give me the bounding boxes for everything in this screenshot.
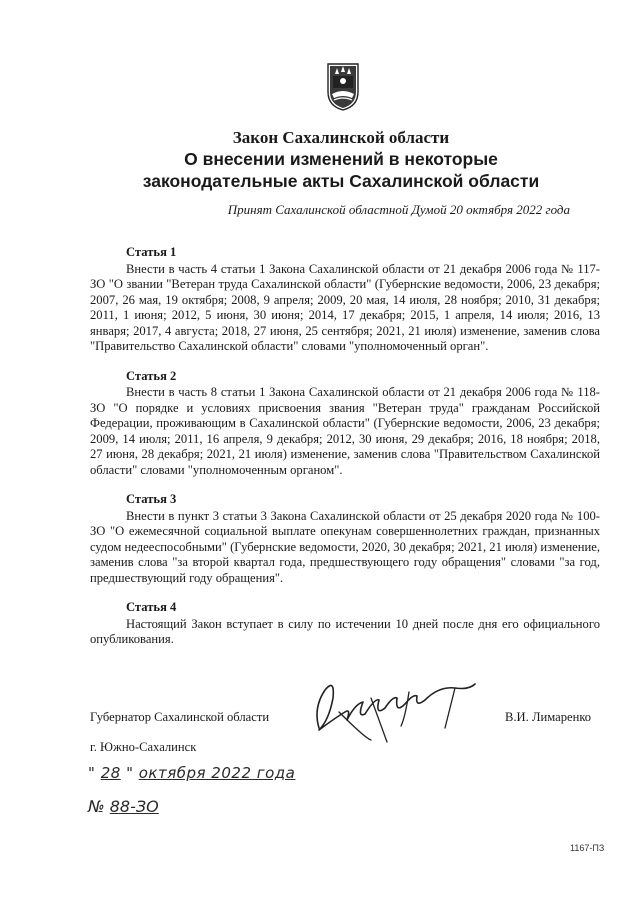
- article-title: Статья 1: [126, 245, 177, 259]
- date-close-quote: ": [126, 764, 134, 782]
- date-month-year: октября 2022 года: [138, 764, 296, 782]
- article-title: Статья 4: [126, 600, 177, 614]
- number-value: 88-ЗО: [109, 797, 159, 816]
- law-number: [88, 797, 159, 816]
- signatory-title: Губернатор Сахалинской области: [90, 710, 270, 724]
- handwritten-date: [88, 764, 295, 782]
- coat-of-arms-emblem: [326, 62, 360, 112]
- article-text: Внести в часть 4 статьи 1 Закона Сахалинской области от 21 декабря 2006 года № 117-ЗО "О звании "Ветеран труда Сахалинской области" (Губернские ведомости, 2006, 23 декабря; 2007, 26 мая, 19 октября; 2008, 9 апреля; 2009, 20 мая, 14 июля, 28 ноября; 2010, 31 декабря; 2011, 1 июня; 2012, 5 июня, 30 июня; 2014, 17 декабря; 2015, 1 апреля, 14 июля; 2016, 13 января; 2017, 4 августа; 2018, 27 июня, 25 сентября; 2021, 21 июля) изменение, заменив слова "Правительство Сахалинской области" словами "уполномоченный орган".: [90, 261, 600, 353]
- article-title: Статья 2: [126, 368, 177, 383]
- law-subtitle-line2: законодательные акты Сахалинской области: [142, 171, 540, 191]
- city-line: г. Южно-Сахалинск: [90, 740, 197, 754]
- law-title: Закон Сахалинской области: [232, 128, 450, 147]
- document-code: 1167-ПЗ: [570, 843, 605, 853]
- article-text: Настоящий Закон вступает в силу по истечении 10 дней после дня его официального опубликования.: [90, 616, 600, 646]
- article-4: [90, 600, 600, 648]
- article-2: [90, 369, 600, 479]
- article-3: [90, 492, 600, 586]
- adoption-note: Принят Сахалинской областной Думой 20 октября 2022 года: [227, 202, 570, 217]
- signatory-name: В.И. Лимаренко: [505, 710, 592, 724]
- date-day: 28: [100, 764, 121, 782]
- articles-section: [90, 245, 600, 662]
- number-sign: №: [88, 797, 105, 816]
- title-block: [0, 124, 634, 192]
- law-subtitle-line1: О внесении изменений в некоторые: [184, 149, 498, 169]
- article-text: Внести в пункт 3 статьи 3 Закона Сахалинской области от 25 декабря 2020 года № 100-ЗО "О ежемесячной социальной выплате опекунам совершеннолетних граждан, признанных судом недееспособными" (Губернские ведомости, 2020, 30 декабря; 2021, 21 июля) изменение, заменив слова "за второй квартал года, предшествующего году обращения" словами "за год, предшествующий году обращения".: [90, 508, 600, 585]
- handwritten-signature: [305, 668, 485, 748]
- article-title: Статья 3: [126, 492, 177, 506]
- date-open-quote: ": [88, 764, 96, 782]
- article-1: [90, 245, 600, 355]
- article-text: Внести в часть 8 статьи 1 Закона Сахалинской области от 21 декабря 2006 года № 118-ЗО "О порядке и условиях присвоения звания "Ветеран труда" гражданам Российской Федерации, проживающим в Сахалинской области" (Губернские ведомости, 2006, 23 декабря; 2009, 14 июля; 2011, 16 апреля, 9 декабря; 2012, 30 июня, 29 декабря; 2016, 18 ноября; 2018, 27 июня, 28 декабря; 2021, 21 июля) изменение, заменив слова "Правительством Сахалинской области" словами "уполномоченным органом".: [90, 385, 600, 477]
